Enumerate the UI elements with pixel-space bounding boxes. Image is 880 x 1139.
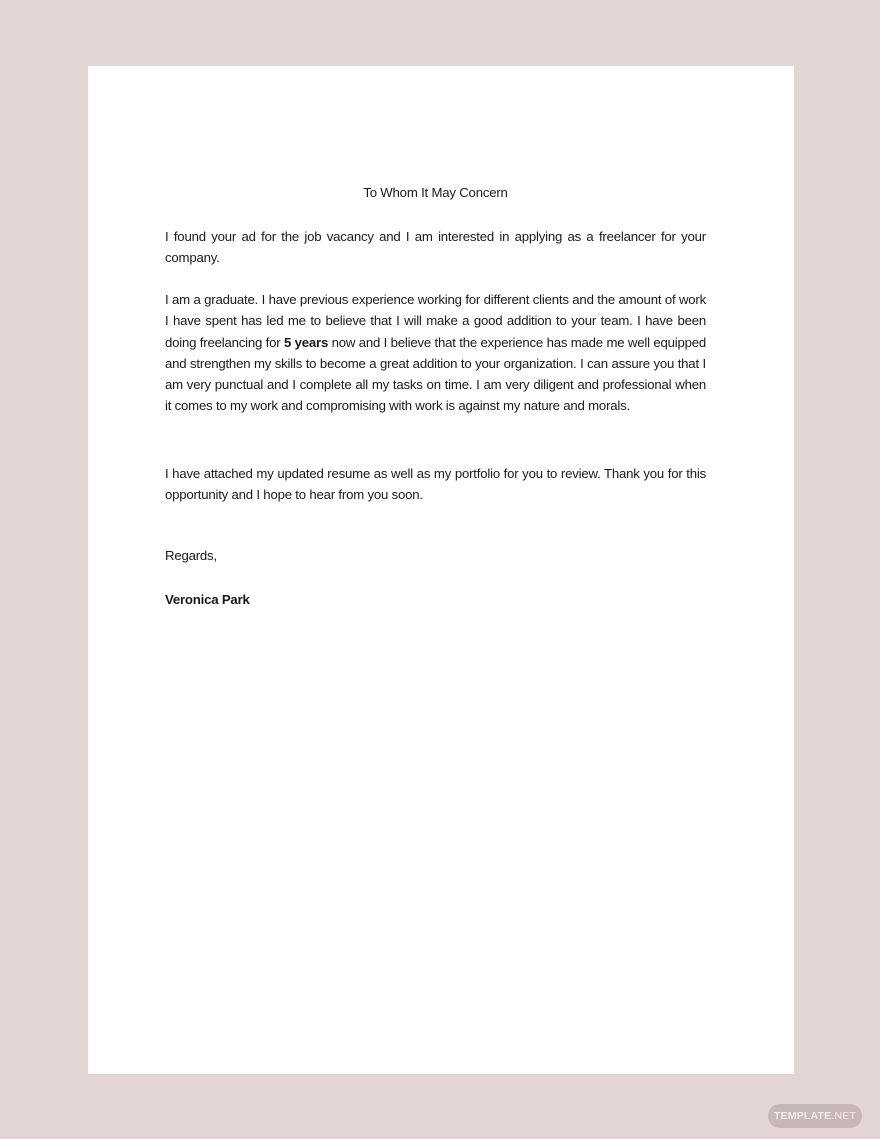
watermark-brand: TEMPLATE (773, 1110, 832, 1122)
paragraph-attachments: I have attached my updated resume as well as my portfolio for you to review. Thank you for this opportunity and I hope to hear from you soon. (165, 466, 706, 503)
letter-salutation-heading: To Whom It May Concern (363, 185, 508, 200)
letter-page (88, 66, 794, 1074)
watermark-suffix: .NET (831, 1110, 857, 1122)
template-net-watermark (768, 1104, 862, 1128)
years-highlight: 5 years (283, 334, 329, 350)
closing-regards: Regards, (165, 548, 217, 563)
paragraph-intro: I found your ad for the job vacancy and I am interested in applying as a freelancer for your company. (165, 229, 706, 266)
paragraph-experience-part2: now and I believe that the experience has made me well equipped and strengthen my skills to become a great addition to your organization. I can assure you that I am very punctual and I complete all my tasks on time. I am very diligent and professional when it comes to my work and compromising with work is against my nature and morals. (165, 334, 707, 414)
paragraph-experience-part1: I am a graduate. I have previous experience working for different clients and the amount of work I have spent has led me to believe that I will make a good addition to your team. I have been doing freelancing for (165, 292, 706, 350)
paragraph-experience (165, 289, 706, 417)
signature-name: Veronica Park (165, 592, 250, 607)
